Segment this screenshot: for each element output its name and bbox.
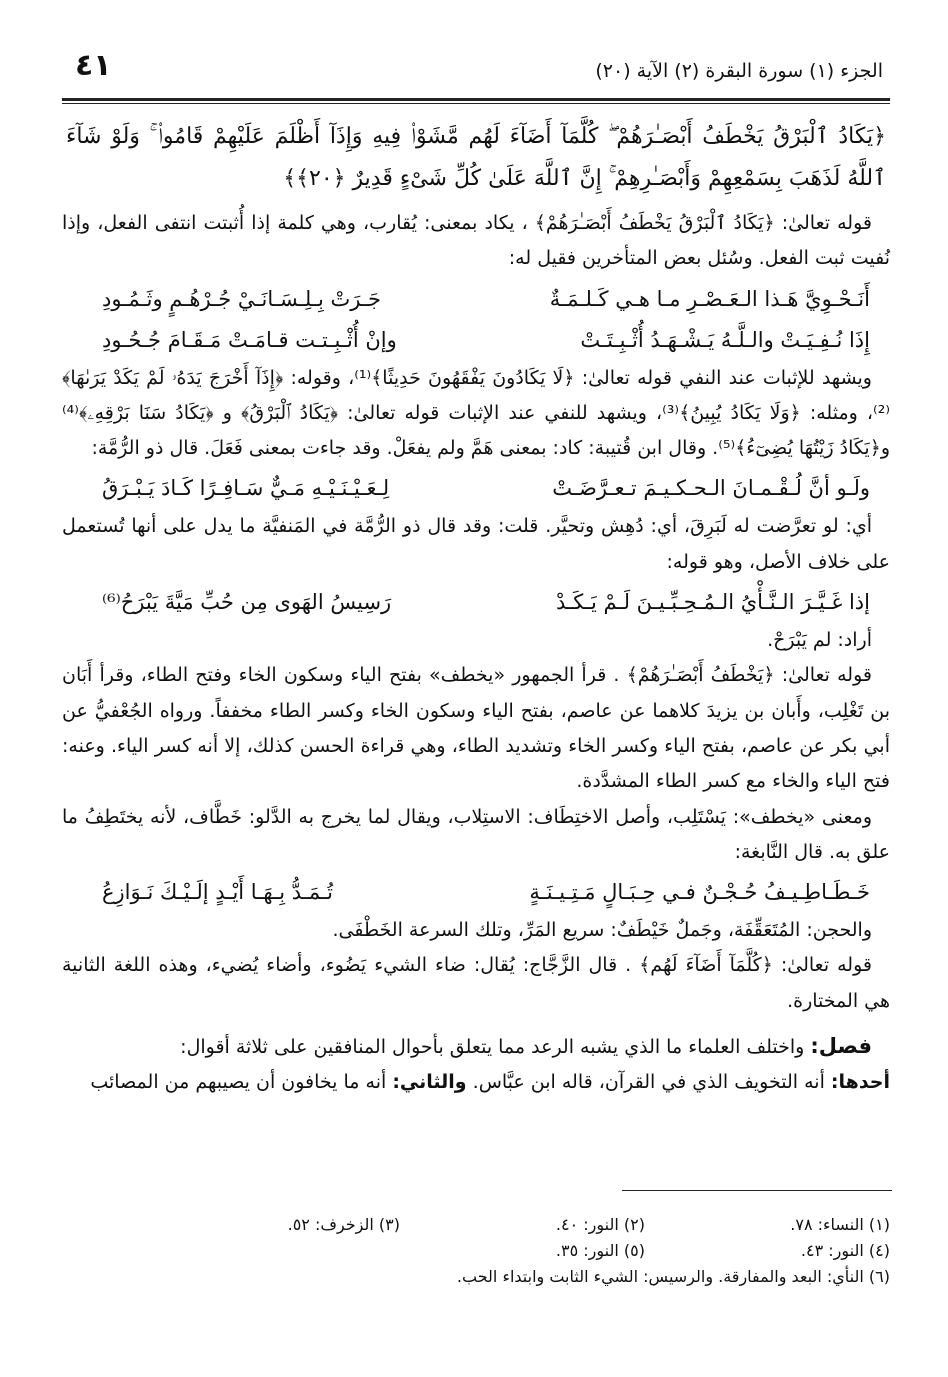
- footnotes: [62, 1212, 890, 1290]
- paragraph: قوله تعالىٰ: ﴿كُلَّمَآ أَضَآءَ لَهُم﴾ . قال الزَّجَّاج: يُقال: ضاء الشيء يَضُوء، وأضاء يُضيء، وهذه اللغة الثانية هي المختارة.: [62, 954, 890, 1012]
- first-opinion-text: أنه التخويف الذي في القرآن، قاله ابن عبَّاس.: [466, 1071, 831, 1094]
- hemistich-second: جَـرَتْ بِـلِـسَـانَـيْ جُـرْهُـمٍ وثَـمُـودِ: [102, 286, 381, 311]
- footnote: (٣) الزخرف: ٥٢.: [287, 1215, 400, 1234]
- page-number: ٤١: [75, 48, 112, 83]
- second-opinion-label: والثاني:: [392, 1071, 467, 1094]
- footnote-row: [62, 1212, 890, 1238]
- hemistich-first: خَـطَـاطِـيـفُ حُـجْـنٌ فـي حِـبَـالٍ مَـتِـيـنَـةٍ: [529, 880, 870, 905]
- footnote: (٥) النور: ٣٥.: [555, 1241, 645, 1260]
- section-paragraph: [62, 1029, 890, 1065]
- running-head: الجزء (١) سورة البقرة (٢) الآية (٢٠): [595, 60, 883, 82]
- paragraph: ويشهد للإثبات عند النفي قوله تعالىٰ: ﴿لَا يَكَادُونَ يَفْقَهُونَ حَدِيثًا﴾⁽¹⁾، وقوله: ﴿إِذَآ أَخْرَجَ يَدَهُۥ لَمْ يَكَدْ يَرَىٰهَا﴾⁽²⁾، ومثله: ﴿وَلَا يَكَادُ يُبِينُ﴾⁽³⁾، ويشهد للنفي عند الإثبات قوله تعالىٰ: ﴿يَكَادُ ٱلْبَرْقُ﴾ و ﴿يَكَادُ سَنَا بَرْقِهِۦ﴾⁽⁴⁾ و﴿يَكَادُ زَيْتُهَا يُضِىٓءُ﴾⁽⁵⁾. وقال ابن قُتيبة: كاد: بمعنى هَمَّ ولم يفعَلْ. وقد جاءت بمعنى فَعَلَ. قال ذو الرُّمَّة:: [62, 366, 890, 460]
- paragraph: قوله تعالىٰ: ﴿يَخْطَفُ أَبْصَـٰرَهُمْ﴾ . قرأ الجمهور «يخطف» بفتح الياء وسكون الخاء وفتح الطاء، وقرأ أَبَان بن تَغْلِب، وأَبان بن يزيدَ كلاهما عن عاصم، بفتح الياء وسكون الخاء وكسر الطاء مخففاً. ورواه الجُعْفيُّ عن أبي بكر عن عاصم، بفتح الياء وكسر الخاء وتشديد الطاء، وهي قراءة الحسن كذلك، إلا أنه كسر الياء. وعنه: فتح الياء والخاء مع كسر الطاء المشدَّدة.: [62, 664, 890, 793]
- footnote: (٦) النأي: البعد والمفارقة. والرسيس: الشيء الثابت وابتداء الحب.: [456, 1267, 890, 1286]
- hemistich-first: أَنَـحْـوِيَّ هَـذا الـعَـصْـرِ مـا هـي كَـلـمَـةٌ: [549, 286, 870, 311]
- hemistich-second: لِـعَـيْـنَـيْـهِ مَـيٌّ سَـافِـرًا كَـادَ يَـبْـرَقُ: [102, 476, 390, 501]
- paragraph: ومعنى «يخطف»: يَسْتَلِب، وأصل الاختِطَاف: الاستِلاب، ويقال لما يخرج به الدَّلو: خَطَّاف، لأنه يختَطِفُ ما علق به. قال النَّابغة:: [62, 805, 890, 863]
- paragraph: أي: لو تعرَّضت له لَبَرِقَ، أي: دُهِش وتحيَّر. قلت: وقد قال ذو الرُّمَّة في المَنفيَّة ما يدل على أنها تُستعمل على خلاف الأصل، وهو قوله:: [62, 515, 890, 573]
- first-opinion-label: أحدها:: [830, 1071, 890, 1094]
- footnote-row: [62, 1264, 890, 1290]
- paragraph: [62, 1065, 890, 1100]
- quran-verse: ﴿يَكَادُ ٱلْبَرْقُ يَخْطَفُ أَبْصَـٰرَهُمْ ۖ كُلَّمَآ أَضَآءَ لَهُم مَّشَوْا۟ فِيهِ وَإِذَآ أَظْلَمَ عَلَيْهِمْ قَامُوا۟ ۚ وَلَوْ شَآءَ ٱللَّهُ لَذَهَبَ بِسَمْعِهِمْ وَأَبْصَـٰرِهِمْ ۚ إِنَّ ٱللَّهَ عَلَىٰ كُلِّ شَىْءٍ قَدِيرٌ ﴿٢٠﴾﴾: [66, 124, 886, 191]
- paragraph: أراد: لم يَبْرَحْ.: [767, 629, 872, 652]
- section-text: واختلف العلماء ما الذي يشبه الرعد مما يتعلق بأحوال المنافقين على ثلاثة أقوال:: [180, 1036, 811, 1059]
- footnote-rule: [622, 1190, 892, 1191]
- poem-line: [102, 322, 870, 359]
- second-opinion-text: أنه ما يخافون أن يصيبهم من المصائب: [90, 1071, 393, 1094]
- footnote: (٤) النور: ٤٣.: [800, 1241, 890, 1260]
- page-body: [62, 116, 890, 1101]
- hemistich-second: تُـمَـدُّ بِـهَـا أَيْـدٍ إلَـيْـكَ نَـوَازِعُ: [102, 880, 334, 905]
- poem-line: [102, 584, 870, 621]
- hemistich-first: إذا غَـيَّـرَ الـنَّـأْيُ الـمُـحِـبِّـيـنَ لَـمْ يَـكَـدْ: [556, 590, 870, 615]
- footnote-row: [62, 1238, 890, 1264]
- footnote: (٢) النور: ٤٠.: [555, 1215, 645, 1234]
- section-label: فصل:: [810, 1034, 872, 1059]
- header-rule: [62, 98, 890, 101]
- poem-line: [102, 281, 870, 318]
- hemistich-first: ولَـو أنَّ لُـقْـمـانَ الـحـكـيـمَ تـعـرَّضَـتْ: [552, 476, 870, 501]
- paragraph: قوله تعالىٰ: ﴿يَكَادُ ٱلْبَرْقُ يَخْطَفُ أَبْصَـٰرَهُمْ﴾ ، يكاد بمعنى: يُقارب، وهي كلمة إذا أُثبتت انتفى الفعل، وإذا نُفيت ثبت الفعل. وسُئل بعض المتأخرين فقيل له:: [62, 212, 890, 270]
- hemistich-second: وإنْ أُثْـبِـتـت قـامَـتْ مَـقَـامَ جُـحُـودِ: [102, 327, 397, 352]
- hemistich-first: إِذَا نُـفِـيَـتْ والـلَّـهُ يَـشْـهَـدُ أُثْـبِـتَـتْ: [580, 327, 870, 352]
- poem-line: [102, 470, 870, 507]
- hemistich-second: رَسِيسُ الهَوى مِن حُبِّ مَيَّةَ يَبْرَحُ⁽⁶⁾: [102, 590, 392, 615]
- poem-line: [102, 874, 870, 911]
- footnote: (١) النساء: ٧٨.: [790, 1215, 890, 1234]
- paragraph: والحجن: المُتَعَقِّفَة، وجَملٌ خَيْطَفٌ: سريع المَرِّ، وتلك السرعة الخَطْفَى.: [332, 919, 872, 942]
